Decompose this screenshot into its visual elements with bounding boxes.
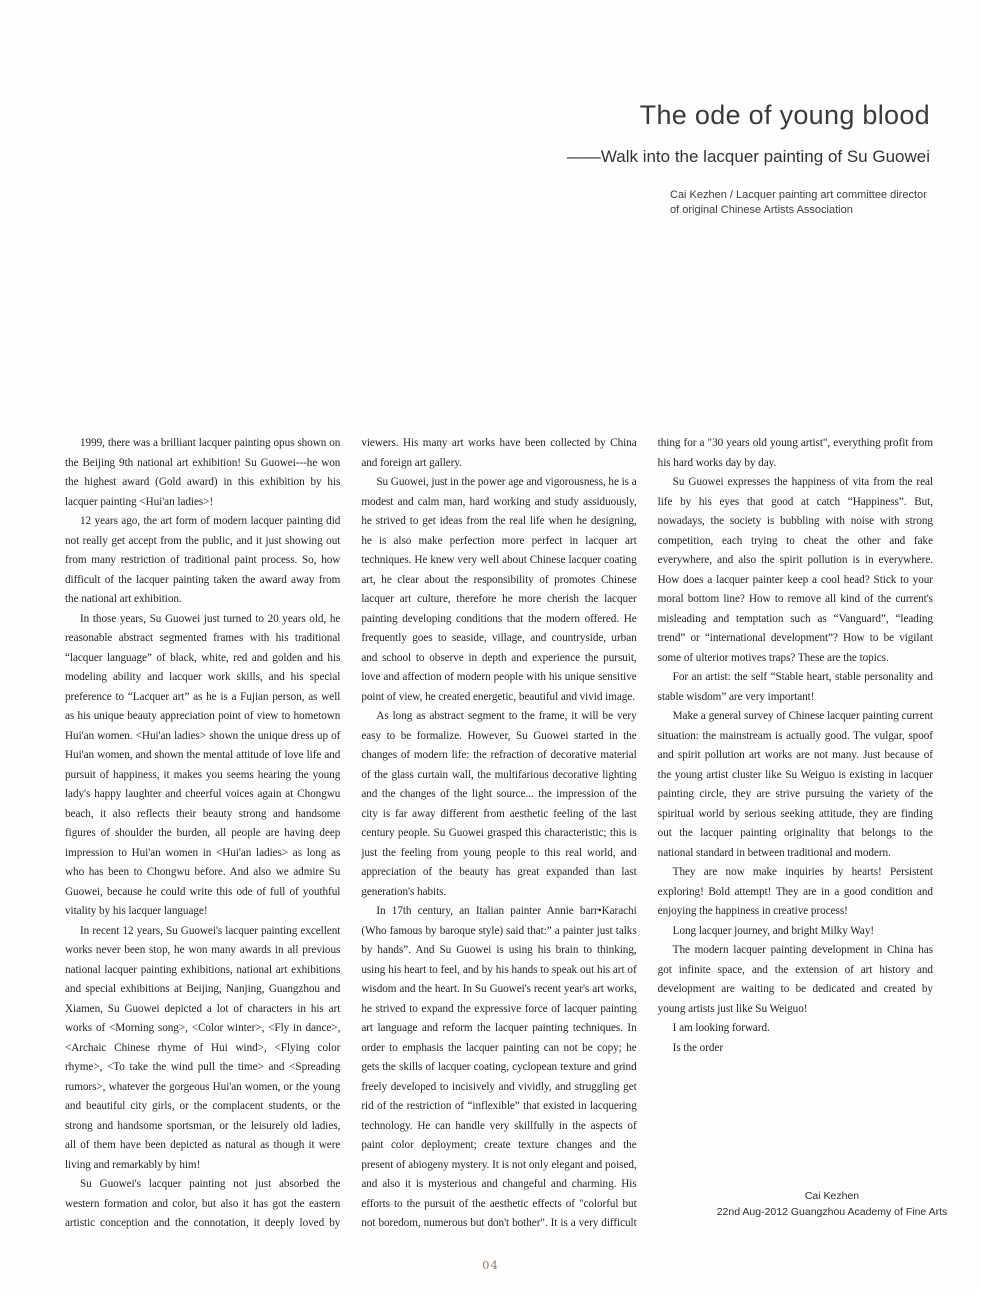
paragraph: I am looking forward. <box>672 1022 770 1034</box>
byline-line-2: of original Chinese Artists Association <box>670 203 853 216</box>
paragraph: Su Guowei expresses the happiness of vita from the real life by his eyes that good at catch “Happiness”. But, nowadays, the society is bubbling with noise with strong competition, each trying to cheat the other and fake everywhere, and also the spirit pollution is in everywhere. How does a lacquer painter keep a cool head? Stick to your moral bottom line? How to remove all kind of the current's misleading and temptation such as “Vanguard”, “leading trend” or “international development”? How to be vigilant some of ulterior motives traps? These are the topics. <box>657 476 933 664</box>
page-number: 04 <box>482 1258 499 1272</box>
paragraph: 1999, there was a brilliant lacquer painting opus shown on the Beijing 9th national art exhibition! Su Guowei---he won the highest award (Gold award) in this exhibition by his lacquer painting <Hui'an ladies>! <box>65 437 341 508</box>
paragraph: Su Guowei's lacquer painting not just absorbed the western formation and color, but also it has got the eastern artistic conception and the connotation, it deeply loved by viewers. His many art works have been collected by China and foreign art gallery. <box>65 437 637 1229</box>
paragraph: Is the order <box>672 1041 724 1054</box>
paragraph: As long as abstract segment to the frame, it will be very easy to be formalize. However, Su Guowei started in the changes of modern life: the refraction of decorative material of the glass curtain wall, the multifarious decorative lighting and the changes of the light source... the impression of the city is far away different from aesthetic feeling of the last century people. Su Guowei grasped this characteristic; this is just the feeling from young people to this real world, and appreciation of the beauty has great expanded than last generation's habits. <box>361 710 637 898</box>
paragraph: The modern lacquer painting development in China has got infinite space, and the extension of art history and development are waiting to be dedicated and created by young artists just like Su Weiguo! <box>657 944 933 1015</box>
paragraph: In 17th century, an Italian painter Annie barr•Karachi (Who famous by baroque style) said that:” a painter just talks by hands”. And Su Guowei is using his brain to thinking, using his heart to feel, and by his hands to speak out his art of wisdom and the heart. In Su Guowei's recent year's art works, he strived to expand the expressive force of lacquer painting art language and reform the lacquer painting techniques. In order to emphasis the lacquer painting can not be copy; he gets the skills of lacquer coating, cyclopean texture and grind freely developed to incisively and vividly, and struggling get rid of the restriction of “inflexible” that existed in lacquering technology. He can handle very skillfully in the aspects of paint color deployment; create texture changes and the present of abiogeny mystery. It is not only elegant and poised, and also it is mysterious and changeful and charming. His efforts to the pursuit of the aesthetic effects of "colorful but not boredom, numerous but don't bother". It is a very difficult thing for a "30 years old young artist", everything profit from his hard works day by day. <box>361 437 933 1229</box>
page-subtitle: ——Walk into the lacquer painting of Su Guowei <box>566 147 930 166</box>
article-body <box>65 434 933 1240</box>
signature-block <box>712 1188 952 1220</box>
paragraph: They are now make inquiries by hearts! Persistent exploring! Bold attempt! They are in a good condition and enjoying the happiness in creative process! <box>657 866 933 917</box>
paragraph: 12 years ago, the art form of modern lacquer painting did not really get accept from the public, and it just showing out from many restriction of traditional paint process. So, how difficult of the lacquer painting taken the award away from the national art exhibition. <box>65 515 341 605</box>
paragraph: In those years, Su Guowei just turned to 20 years old, he reasonable abstract segmented frames with his traditional “lacquer language” of black, white, red and golden and his modeling ability and lacquer work skills, and his special preference to “Lacquer art” as he is a Fujian person, as well as his unique beauty appreciation point of view to hometown Hui'an women. <Hui'an ladies> shown the unique dress up of Hui'an women, and shown the mental attitude of love life and pursuit of happiness, it makes you seems hearing the young lady's happy laughter and cheerful voices again at Chongwu beach, it also reflects their beauty strong and handsome figures of shoulder the burden, all people are having deep impression to Hui'an women in <Hui'an ladies> as long as who has been to Chongwu before. And also we admire Su Guowei, because he could write this ode of full of youthful vitality by his lacquer language! <box>65 612 341 917</box>
signature-date: 22nd Aug-2012 Guangzhou Academy of Fine Arts <box>716 1206 948 1218</box>
page-title: The ode of young blood <box>639 100 930 130</box>
paragraph: For an artist: the self “Stable heart, stable personality and stable wisdom” are very important! <box>657 671 933 703</box>
byline-line-1: Cai Kezhen / Lacquer painting art committee director <box>670 189 927 201</box>
byline <box>670 188 936 217</box>
paragraph: Su Guowei, just in the power age and vigorousness, he is a modest and calm man, hard working and study assiduously, he strived to get ideas from the real life when he designing, he is also make perfection more perfect in lacquer art techniques. He knew very well about Chinese lacquer coating art, he clear about the responsibility of promotes Chinese lacquer art culture, therefore he more cherish the lacquer painting developing conditions that the modern offered. He frequently goes to seaside, village, and countryside, urban and school to observe in depth and experience the pursuit, love and affection of modern people with his unique sensitive point of view, he created energetic, beautiful and vivid image. <box>361 476 637 703</box>
paragraph: Long lacquer journey, and bright Milky Way! <box>672 924 875 937</box>
signature-name: Cai Kezhen <box>804 1190 860 1202</box>
paragraph: Make a general survey of Chinese lacquer painting current situation: the mainstream is actually good. The vulgar, spoof and spirit pollution art works are not many. Just because of the young artist cluster like Su Weiguo is existing in lacquer painting circle, they are strive pursuing the variety of the spiritual world by serious seeking attitude, they are finding out the lacquer painting originality that belongs to the national standard in between traditional and modern. <box>657 710 933 859</box>
paragraph: In recent 12 years, Su Guowei's lacquer painting excellent works never been stop, he won many awards in all previous national lacquer painting exhibitions, national art exhibitions and special exhibitions at Beijing, Nanjing, Guangzhou and Xiamen, Su Guowei depicted a lot of characters in his art works of <Morning song>, <Color winter>, <Fly in dance>, <Archaic Chinese rhyme of Hui wind>, <Flying color rhyme>, <To take the wind pull the time> and <Spreading rumors>, whatever the gorgeous Hui'an women, or the young and beautiful city girls, or the complacent students, or the strong and handsome sportsman, or the leisurely old ladies, all of them have been depicted as natural as though it were living and remarkably by him! <box>65 924 341 1171</box>
